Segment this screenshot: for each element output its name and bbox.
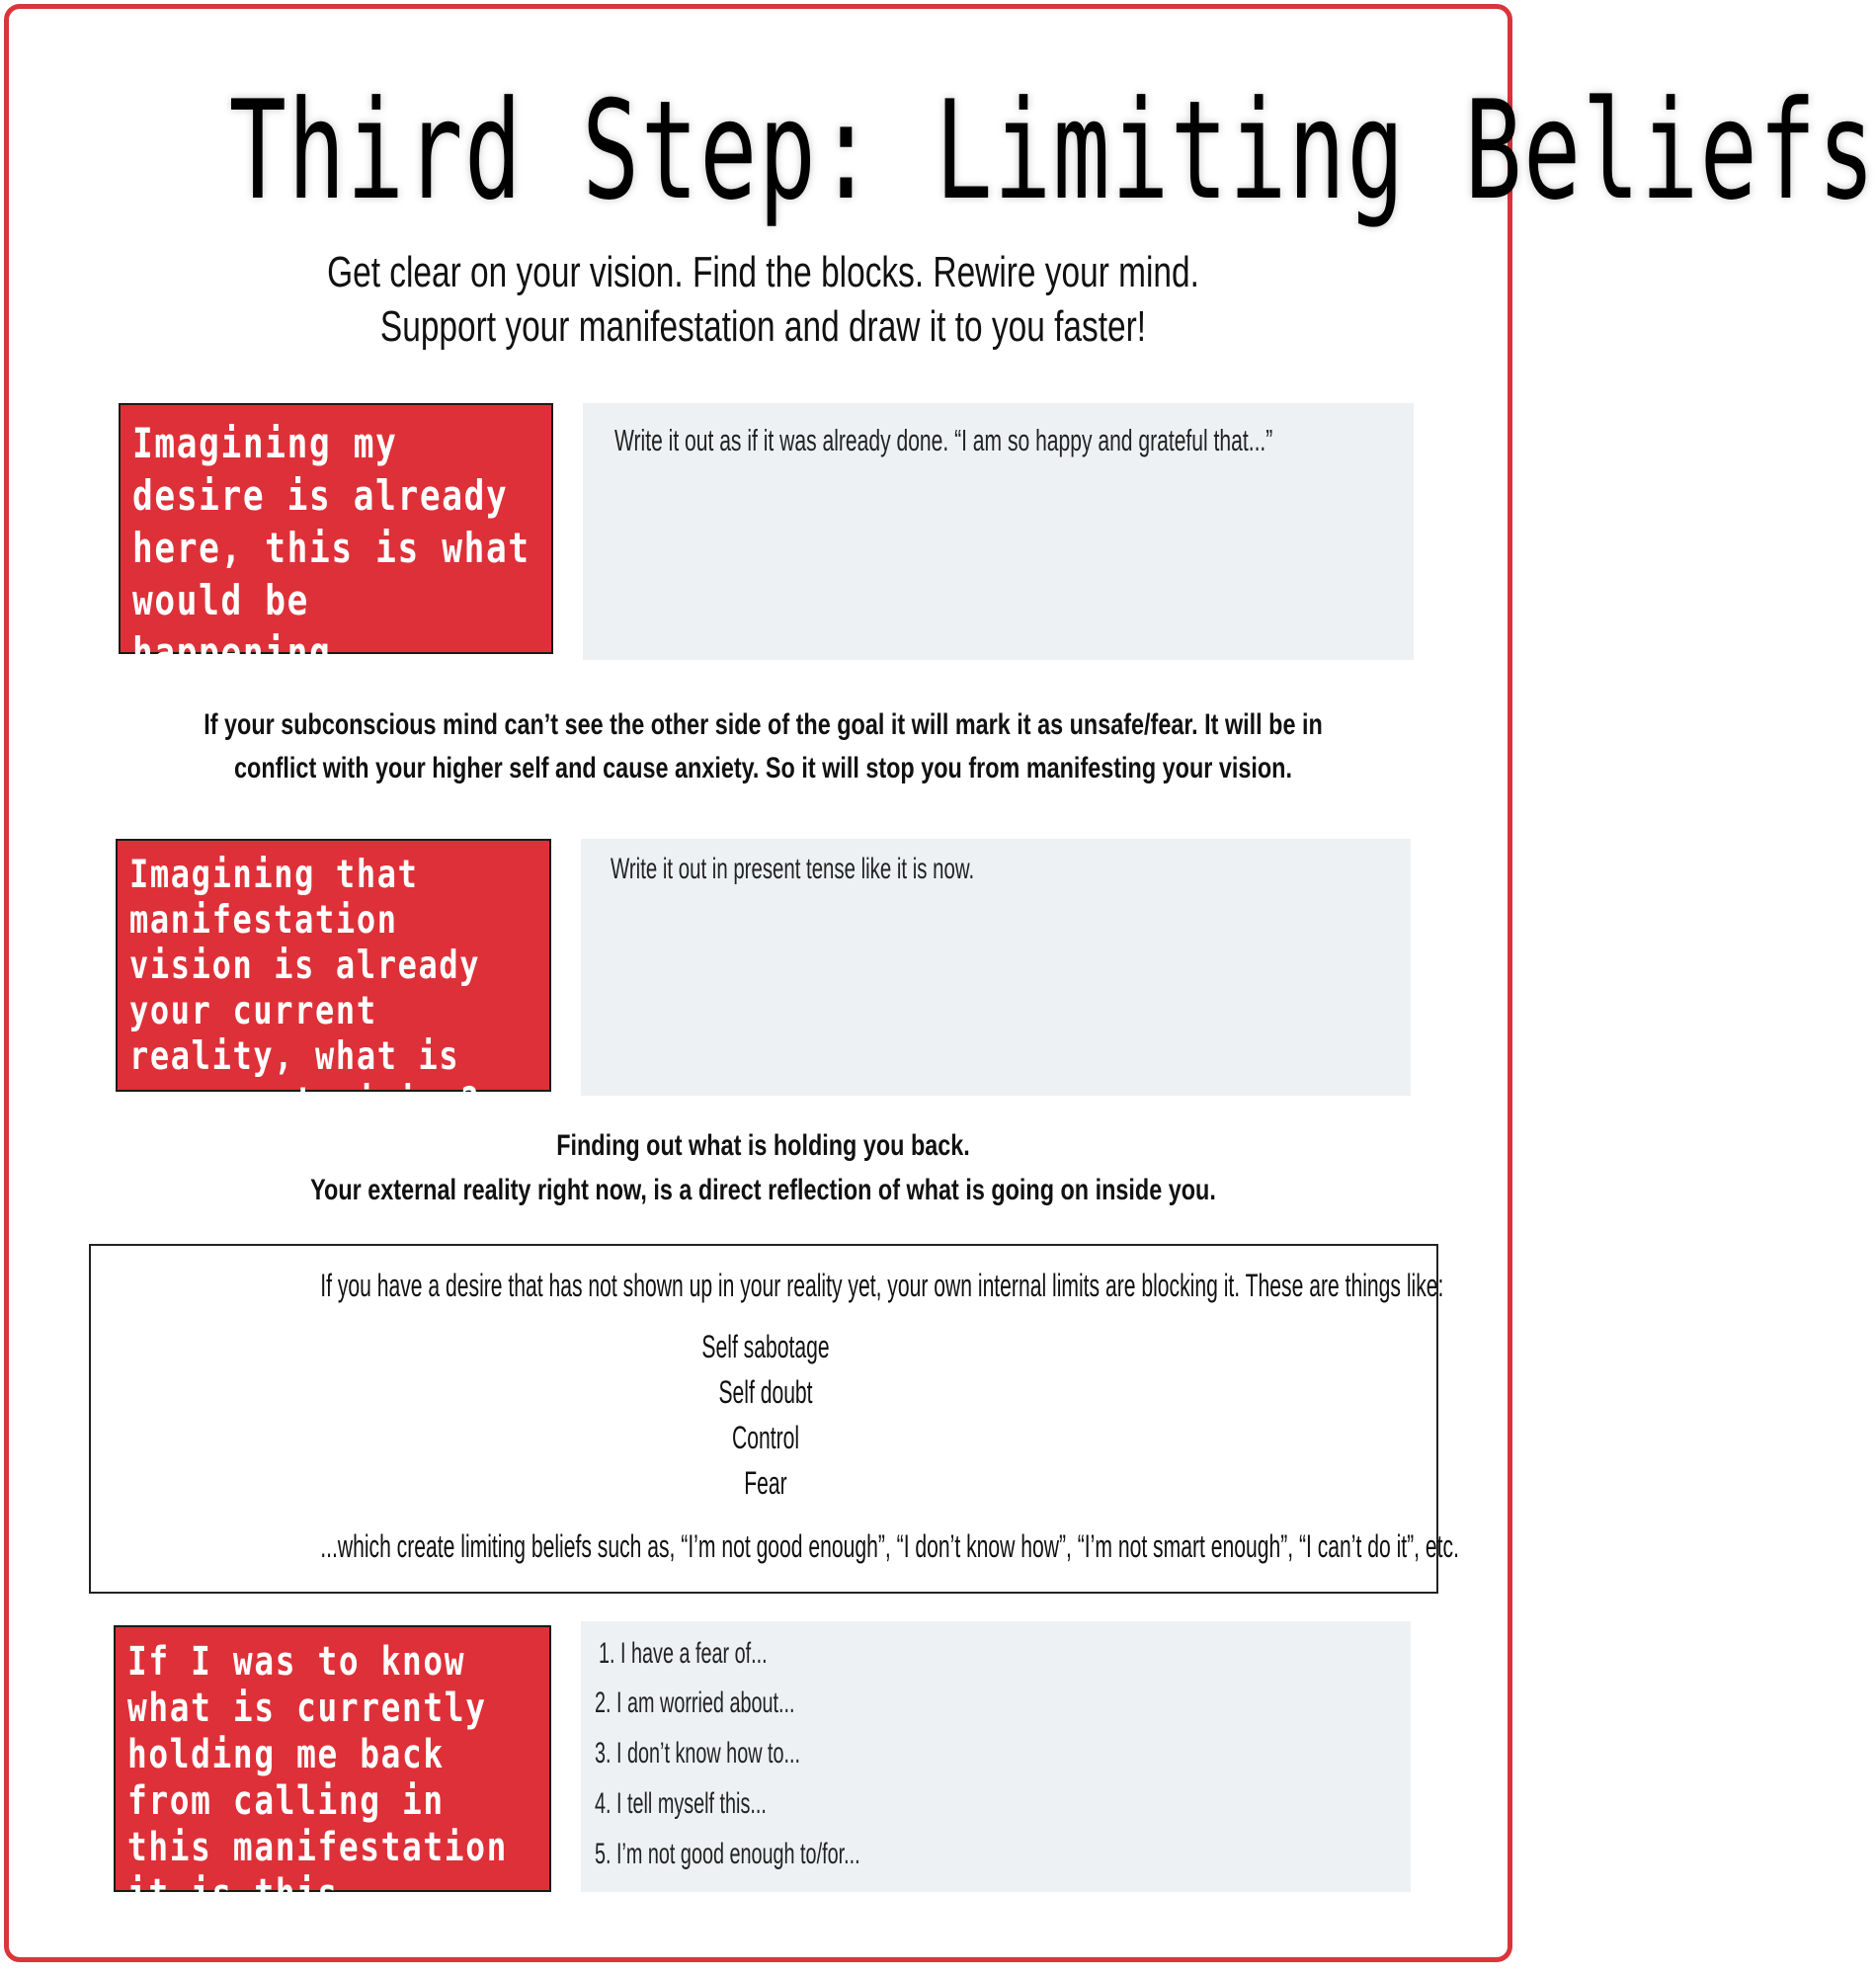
section3-list-item: 4. I tell myself this...: [595, 1787, 767, 1820]
section1-heading: Imagining my desire is already here, this is what would be happening...: [132, 419, 530, 677]
note1-line-1: If your subconscious mind can’t see the other side of the goal it will mark it as unsafe/fear. It will be in: [204, 708, 1323, 741]
section3-answer-box[interactable]: [581, 1621, 1411, 1892]
section3-list-item: 3. I don’t know how to...: [595, 1737, 801, 1770]
section1-heading-box: [119, 403, 553, 677]
section2-heading-box: [116, 839, 551, 1124]
section2-prompt: Write it out in present tense like it is now.: [611, 853, 975, 885]
section3-list-item: 1. I have a fear of...: [599, 1637, 768, 1670]
note2-line-2: Your external reality right now, is a direct reflection of what is going on inside you.: [310, 1174, 1216, 1206]
section3-list-item: 5. I’m not good enough to/for...: [595, 1838, 860, 1870]
section3-heading-box: [114, 1625, 551, 1917]
blocks-outro: ...which create limiting beliefs such as, “I’m not good enough”, “I don’t know how”, “I’m not smart enough”, “I can’t do it”, etc.: [320, 1528, 1459, 1564]
subtitle-line-2: Support your manifestation and draw it to you faster!: [379, 302, 1147, 351]
blocks-intro: If you have a desire that has not shown up in your reality yet, your own internal limits are blocking it. These are things like:: [320, 1268, 1444, 1303]
page-title: Third Step: Limiting Beliefs: [228, 71, 1876, 230]
section3-heading: If I was to know what is currently holding me back from calling in this manifestation it is this....: [127, 1639, 508, 1917]
section2-answer-box[interactable]: [581, 839, 1411, 1096]
blocks-item: Self sabotage: [701, 1329, 830, 1364]
subtitle-line-1: Get clear on your vision. Find the blocks. Rewire your mind.: [327, 248, 1199, 296]
limiting-blocks-box: [89, 1244, 1459, 1594]
section1-prompt: Write it out as if it was already done. “I am so happy and grateful that...”: [614, 423, 1273, 457]
blocks-item: Control: [731, 1420, 800, 1455]
blocks-item: Fear: [744, 1465, 787, 1501]
section1-answer-box[interactable]: [583, 403, 1414, 660]
note1-line-2: conflict with your higher self and cause anxiety. So it will stop you from manifesting your vision.: [234, 752, 1292, 784]
section3-list-item: 2. I am worried about...: [595, 1687, 795, 1719]
section2-heading: Imagining that manifestation vision is already your current reality, what is your next vision?: [129, 853, 481, 1124]
blocks-item: Self doubt: [718, 1374, 813, 1410]
note2-line-1: Finding out what is holding you back.: [556, 1129, 970, 1162]
